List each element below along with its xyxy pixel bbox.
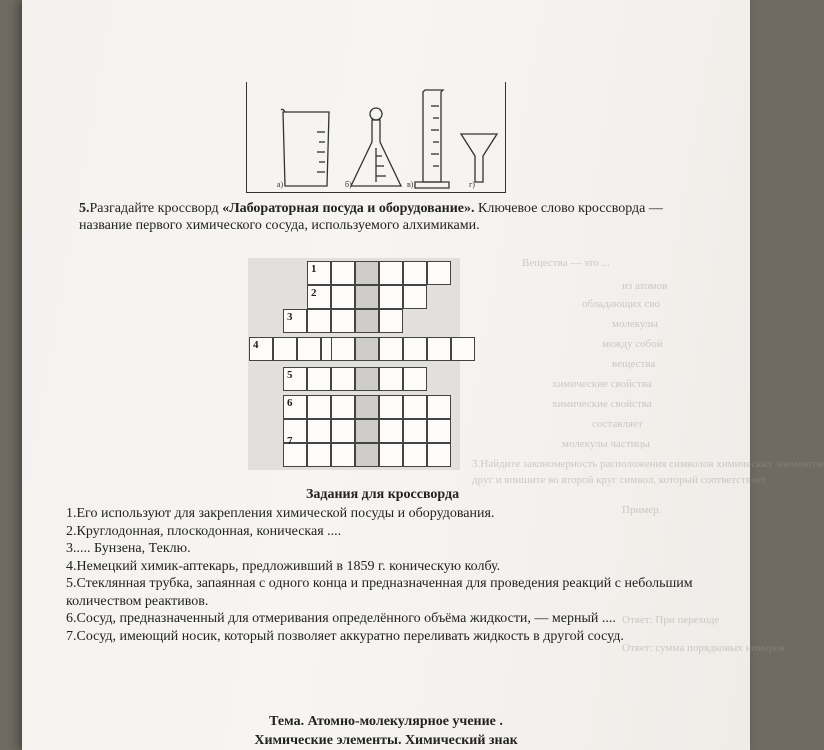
ghost-text: молекулы частицы <box>562 438 650 450</box>
crossword-cell[interactable] <box>379 443 403 467</box>
crossword-cell[interactable] <box>379 309 403 333</box>
topic-line: Химические элементы. Химический знак <box>254 733 518 748</box>
clue-item: 3..... Бунзена, Теклю. <box>66 541 191 556</box>
crossword-cell[interactable] <box>331 443 355 467</box>
topic-line: Тема. Атомно-молекулярное учение . <box>269 714 503 729</box>
crossword-cell[interactable] <box>331 395 355 419</box>
crossword-cell[interactable] <box>403 443 427 467</box>
crossword-number: 4 <box>253 339 259 351</box>
clue-item: 6.Сосуд, предназначенный для отмеривания определённого объёма жидкости, — мерный .... <box>66 611 616 626</box>
lab-equipment-drawing <box>247 82 505 192</box>
crossword-cell[interactable] <box>307 419 331 443</box>
flask-icon <box>351 108 401 186</box>
crossword-key-cell[interactable] <box>355 261 379 285</box>
measuring-cylinder-icon <box>415 90 449 188</box>
topic-heading <box>22 712 750 750</box>
crossword-number: 7 <box>287 435 293 447</box>
crossword-cell[interactable] <box>427 443 451 467</box>
beaker-icon <box>281 109 329 186</box>
task-number: 5. <box>79 201 90 216</box>
crossword-cell[interactable] <box>451 337 475 361</box>
crossword-cell[interactable] <box>331 337 355 361</box>
task-title: «Лабораторная посуда и оборудование». <box>222 201 475 216</box>
textbook-page <box>22 0 824 750</box>
crossword-number: 5 <box>287 369 293 381</box>
crossword-cell[interactable] <box>379 367 403 391</box>
crossword-cell[interactable] <box>403 261 427 285</box>
crossword-cell[interactable] <box>331 261 355 285</box>
ghost-text: обладающих сво <box>582 298 660 310</box>
crossword-cell[interactable] <box>427 419 451 443</box>
crossword-key-cell[interactable] <box>355 443 379 467</box>
crossword-cell[interactable] <box>379 285 403 309</box>
crossword-cell[interactable] <box>403 395 427 419</box>
crossword-number: 6 <box>287 397 293 409</box>
crossword-cell[interactable] <box>273 337 297 361</box>
ghost-text: Ответ: сумма порядковых номеров <box>622 642 785 654</box>
crossword-cell[interactable] <box>403 337 427 361</box>
crossword-cell[interactable] <box>427 337 451 361</box>
clue-item: 4.Немецкий химик-аптекарь, предложивший в 1859 г. коническую колбу. <box>66 558 501 574</box>
equipment-label: а) <box>277 180 284 189</box>
crossword-cell[interactable] <box>403 285 427 309</box>
crossword-key-cell[interactable] <box>355 285 379 309</box>
crossword-number: 3 <box>287 311 293 323</box>
crossword-number: 1 <box>311 263 317 275</box>
ghost-text: вещества <box>612 358 656 370</box>
ghost-text: 3.Найдите закономерность расположения символов химических элементов <box>472 458 824 470</box>
crossword-cell[interactable] <box>297 337 321 361</box>
ghost-text: химические свойства <box>552 378 652 390</box>
ghost-text: химические свойства <box>552 398 652 410</box>
equipment-label: б) <box>345 180 352 189</box>
crossword-cell[interactable] <box>331 367 355 391</box>
clue-item: 5.Стеклянная трубка, запаянная с одного конца и предназначенная для проведения реакций с небольшим количеством реактивов. <box>66 576 693 609</box>
crossword-cell[interactable] <box>403 419 427 443</box>
crossword-cell[interactable] <box>331 309 355 333</box>
crossword-cell[interactable] <box>307 367 331 391</box>
ghost-text: друг и впишите во второй круг символ, который соответствует <box>472 474 766 486</box>
ghost-text: Вещества — это ... <box>522 257 610 269</box>
ghost-text: Ответ: При переходе <box>622 614 720 626</box>
equipment-label: в) <box>407 180 414 189</box>
ghost-text: составляет <box>592 418 643 430</box>
crossword-cell[interactable] <box>307 395 331 419</box>
lab-equipment-illustration <box>246 82 506 193</box>
crossword-cell[interactable] <box>331 419 355 443</box>
task-text-before: Разгадайте кроссворд <box>89 201 223 216</box>
clues-title: Задания для кроссворда <box>306 487 460 502</box>
crossword-cell[interactable] <box>379 337 403 361</box>
funnel-icon <box>461 134 497 182</box>
clue-item: 1.Его используют для закрепления химической посуды и оборудования. <box>66 506 495 521</box>
ghost-text: между собой <box>602 338 663 350</box>
ghost-text: из атомов <box>622 280 668 292</box>
crossword-cell[interactable] <box>427 395 451 419</box>
ghost-text: молекулы <box>612 318 658 330</box>
crossword-cell[interactable] <box>307 443 331 467</box>
crossword-cell[interactable] <box>379 395 403 419</box>
task-text-after: Ключевое слово кроссворда — название первого химического сосуда, используемого алхимиками. <box>79 201 663 233</box>
crossword-key-cell[interactable] <box>355 419 379 443</box>
crossword-key-cell[interactable] <box>355 309 379 333</box>
clues-list <box>66 505 706 645</box>
ghost-text: Пример. <box>622 504 662 516</box>
equipment-label: г) <box>469 180 475 189</box>
crossword-cell[interactable] <box>379 419 403 443</box>
clue-item: 2.Круглодонная, плоскодонная, коническая .... <box>66 523 342 539</box>
crossword-key-cell[interactable] <box>355 367 379 391</box>
crossword-cell[interactable] <box>307 309 331 333</box>
crossword-key-cell[interactable] <box>355 337 379 361</box>
crossword-cell[interactable] <box>403 367 427 391</box>
crossword-key-cell[interactable] <box>355 395 379 419</box>
clue-item: 7.Сосуд, имеющий носик, который позволяет аккуратно переливать жидкость в другой сосуд. <box>66 628 624 644</box>
crossword-cell[interactable] <box>427 261 451 285</box>
crossword-cell[interactable] <box>331 285 355 309</box>
task-instruction <box>79 200 679 234</box>
crossword-cell[interactable] <box>379 261 403 285</box>
crossword-number: 2 <box>311 287 317 299</box>
